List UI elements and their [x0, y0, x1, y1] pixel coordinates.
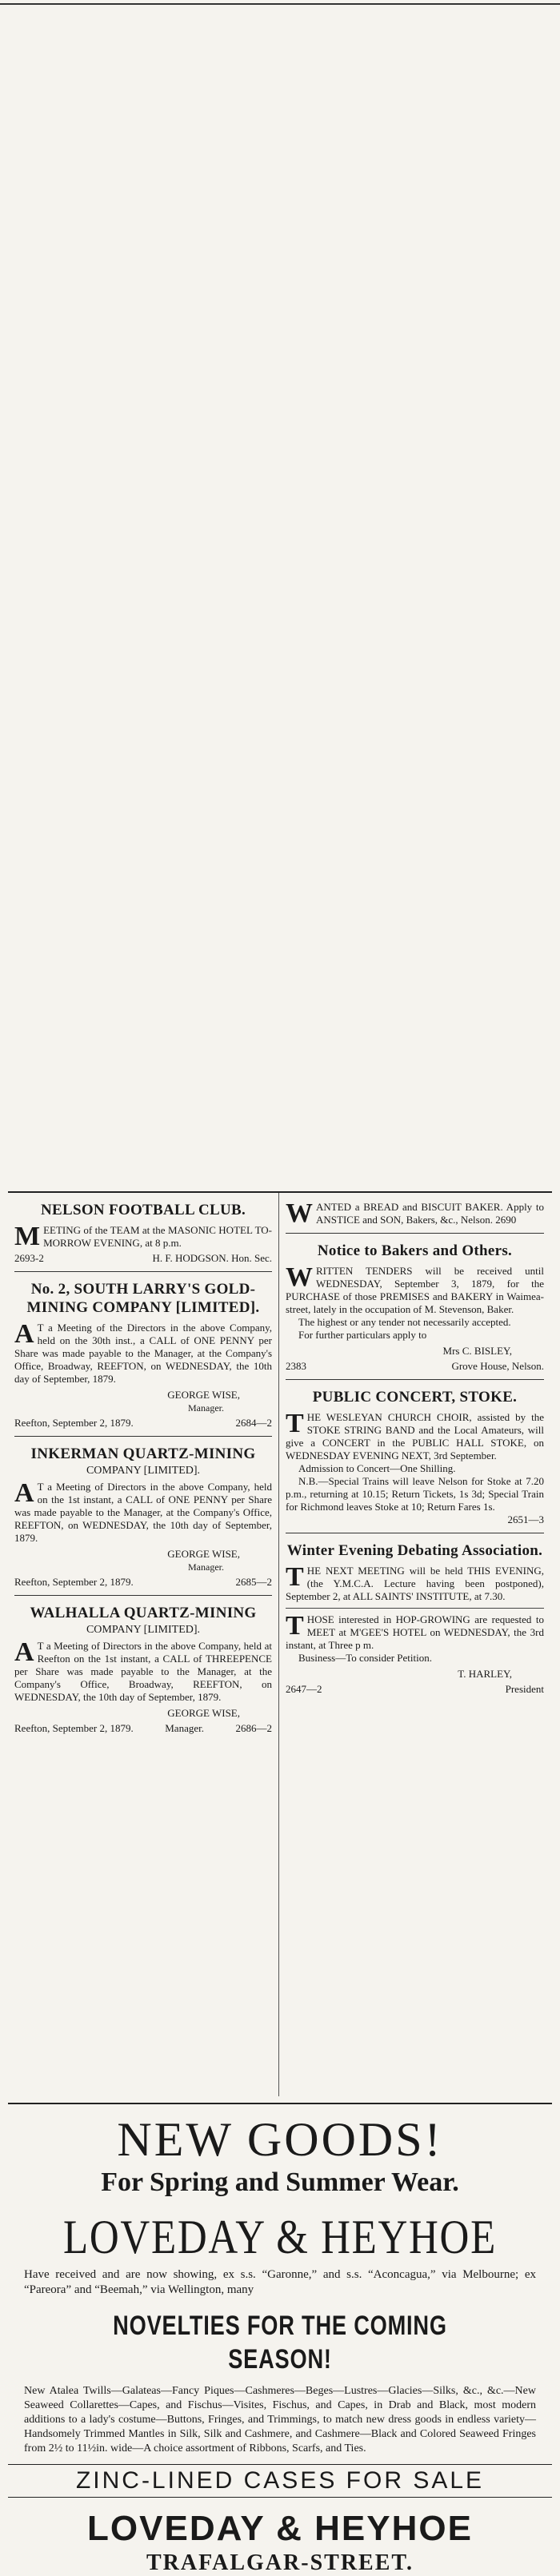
blank-page-area — [0, 6, 560, 1190]
debating-role: President — [505, 1683, 544, 1695]
inkerman-notice — [14, 1437, 272, 1596]
football-ref: 2693-2 — [14, 1252, 44, 1264]
walhalla-role: Manager. — [165, 1722, 204, 1734]
walhalla-ref: 2686—2 — [235, 1722, 272, 1734]
bakers-body2: The highest or any tender not necessarily accepted. — [298, 1316, 511, 1328]
drop-cap: A — [14, 1478, 34, 1508]
larry-body: T a Meeting of the Directors in the above Company, held on the 30th inst., a CALL of ONE PENNY per Share was made payable to the Manager, at the Company's Office, Broadway, REEFTON, on WEDNESDAY, the 10th day of September, 1879. — [14, 1322, 272, 1385]
walhalla-body: T a Meeting of Directors in the above Company, held at Reefton on the 1st instant, a CALL of THREEPENCE per Share was made payable to the Manager, at the Company's Office, Broadway, REEFTON, on WEDNESDAY, the 10th day of September, 1879. — [14, 1640, 272, 1703]
larry-place: Reefton, September 2, 1879. — [14, 1417, 134, 1429]
debating-ref: 2647—2 — [286, 1683, 322, 1695]
left-column — [8, 1193, 279, 2096]
football-club-notice — [14, 1193, 272, 1272]
hop-growing-body: HOSE interested in HOP-GROWING are requested to MEET at M'GEE'S HOTEL on WEDNESDAY, the 3rd instant, at Three p m. — [286, 1613, 544, 1651]
banner-cases: ZINC-LINED CASES FOR SALE — [75, 2467, 485, 2494]
banner-arrivals: Have received and are now showing, ex s.s. “Garonne,” and s.s. “Aconcagua,” via Melbourne; ex “Pareora” and “Beemah,” via Wellington, many — [24, 2268, 536, 2296]
bakers-title: Notice to Bakers and Others. — [317, 1242, 513, 1259]
walhalla-title: WALHALLA QUARTZ-MINING — [30, 1605, 257, 1621]
drop-cap: A — [14, 1637, 34, 1667]
walhalla-subtitle: COMPANY [LIMITED]. — [86, 1624, 201, 1636]
hop-growing-business: Business—To consider Petition. — [298, 1652, 433, 1664]
wanted-baker-notice — [286, 1193, 544, 1234]
south-larry-notice — [14, 1272, 272, 1437]
larry-role: Manager. — [188, 1402, 224, 1414]
inkerman-place: Reefton, September 2, 1879. — [14, 1576, 134, 1588]
bakers-address: Grove House, Nelson. — [451, 1360, 544, 1372]
banner-novelties: NOVELTIES FOR THE COMING SEASON! — [113, 2311, 447, 2375]
football-signature: H. F. HODGSON. Hon. Sec. — [152, 1252, 272, 1264]
bakers-body: RITTEN TENDERS will be received until WEDNESDAY, September 3, 1879, for the PURCHASE of those PREMISES and BAKERY in Waimea-street, lately in the occupation of M. Stevenson, Baker. — [286, 1265, 544, 1315]
walhalla-place: Reefton, September 2, 1879. — [14, 1722, 134, 1734]
drop-cap: W — [286, 1198, 313, 1228]
walhalla-name: GEORGE WISE, — [167, 1707, 240, 1719]
concert-title: PUBLIC CONCERT, STOKE. — [312, 1389, 518, 1406]
bakers-ref: 2383 — [286, 1360, 306, 1372]
drop-cap: M — [14, 1222, 41, 1251]
debating-name: T. HARLEY, — [458, 1668, 512, 1680]
top-rule — [0, 3, 560, 5]
concert-body: HE WESLEYAN CHURCH CHOIR, assisted by the STOKE STRING BAND and the Local Amateurs, will give a CONCERT in the PUBLIC HALL STOKE, on WEDNESDAY EVENING NEXT, 3rd September. — [286, 1411, 544, 1461]
football-body: EETING of the TEAM at the MASONIC HOTEL TO-MORROW EVENING, at 8 p.m. — [43, 1224, 272, 1249]
inkerman-role: Manager. — [188, 1561, 224, 1573]
banner-subheadline: For Spring and Summer Wear. — [101, 2167, 459, 2197]
banner-street: TRAFALGAR-STREET. — [146, 2550, 414, 2575]
banner-divider — [8, 2497, 552, 2498]
wanted-body: ANTED a BREAD and BISCUIT BAKER. Apply to ANSTICE and SON, Bakers, &c., Nelson. — [316, 1201, 544, 1226]
concert-body2: Admission to Concert—One Shilling. — [298, 1462, 456, 1474]
advertisement-columns — [8, 1191, 552, 2096]
drop-cap: A — [14, 1319, 34, 1349]
football-title: NELSON FOOTBALL CLUB. — [41, 1202, 246, 1218]
drop-cap: W — [286, 1262, 313, 1292]
debating-title: Winter Evening Debating Association. — [286, 1542, 543, 1559]
debating-notice — [286, 1533, 544, 1702]
loveday-heyhoe-advertisement — [8, 2103, 552, 2576]
inkerman-subtitle: COMPANY [LIMITED]. — [86, 1465, 201, 1477]
inkerman-body: T a Meeting of Directors in the above Company, held on the 1st instant, a CALL of ONE PENNY per Share was made payable to the Manager, at the Company's Office, REEFTON, on WEDNESDAY, the 10th day of September, 1879. — [14, 1481, 272, 1544]
larry-name: GEORGE WISE, — [167, 1389, 240, 1401]
banner-firm-name: LOVEDAY & HEYHOE — [63, 2211, 497, 2263]
larry-ref: 2684—2 — [235, 1417, 272, 1429]
inkerman-title: INKERMAN QUARTZ-MINING — [30, 1446, 256, 1462]
drop-cap: T — [286, 1611, 304, 1641]
right-column — [279, 1193, 550, 2096]
walhalla-notice — [14, 1596, 272, 1741]
bakers-notice — [286, 1234, 544, 1380]
concert-body3: N.B.—Special Trains will leave Nelson for Stoke at 7.20 p.m., returning at 10.15; Return Tickets, 1s 3d; Special Train for Richmond leaves Stoke at 10; Return Fares 1s. — [286, 1475, 544, 1513]
inkerman-ref: 2685—2 — [235, 1576, 272, 1588]
bakers-name: Mrs C. BISLEY, — [442, 1345, 512, 1357]
concert-ref: 2651—3 — [507, 1513, 544, 1525]
banner-firm-name-2: LOVEDAY & HEYHOE — [87, 2509, 473, 2548]
banner-headline: NEW GOODS! — [117, 2113, 443, 2166]
drop-cap: T — [286, 1562, 304, 1592]
drop-cap: T — [286, 1409, 304, 1438]
debating-body: HE NEXT MEETING will be held THIS EVENING, (the Y.M.C.A. Lecture having been postponed), September 2, at ALL SAINTS' INSTITUTE, at 7.30. — [286, 1565, 544, 1602]
bakers-body3: For further particulars apply to — [298, 1329, 427, 1341]
larry-title: No. 2, SOUTH LARRY'S GOLD-MINING COMPANY [LIMITED]. — [26, 1281, 260, 1316]
inkerman-name: GEORGE WISE, — [167, 1548, 240, 1560]
concert-notice — [286, 1380, 544, 1533]
banner-goods-list: New Atalea Twills—Galateas—Fancy Piques—Cashmeres—Beges—Lustres—Glacies—Silks, &c., &c.—New Seaweed Collarettes—Capes, and Fischus—Visites, Fischus, and Capes, in Drab and Black, most modern additions to a lady's costume—Buttons, Fringes, and Trimmings, to match new dress goods in endless variety—Handsomely Trimmed Mantles in Silk, Silk and Cashmere, and Cashmere—Black and Colored Seaweed Fringes from 2½ to 11½in. wide—A choice assortment of Ribbons, Scarfs, and Ties. — [24, 2385, 536, 2454]
wanted-ref: 2690 — [495, 1214, 517, 1226]
